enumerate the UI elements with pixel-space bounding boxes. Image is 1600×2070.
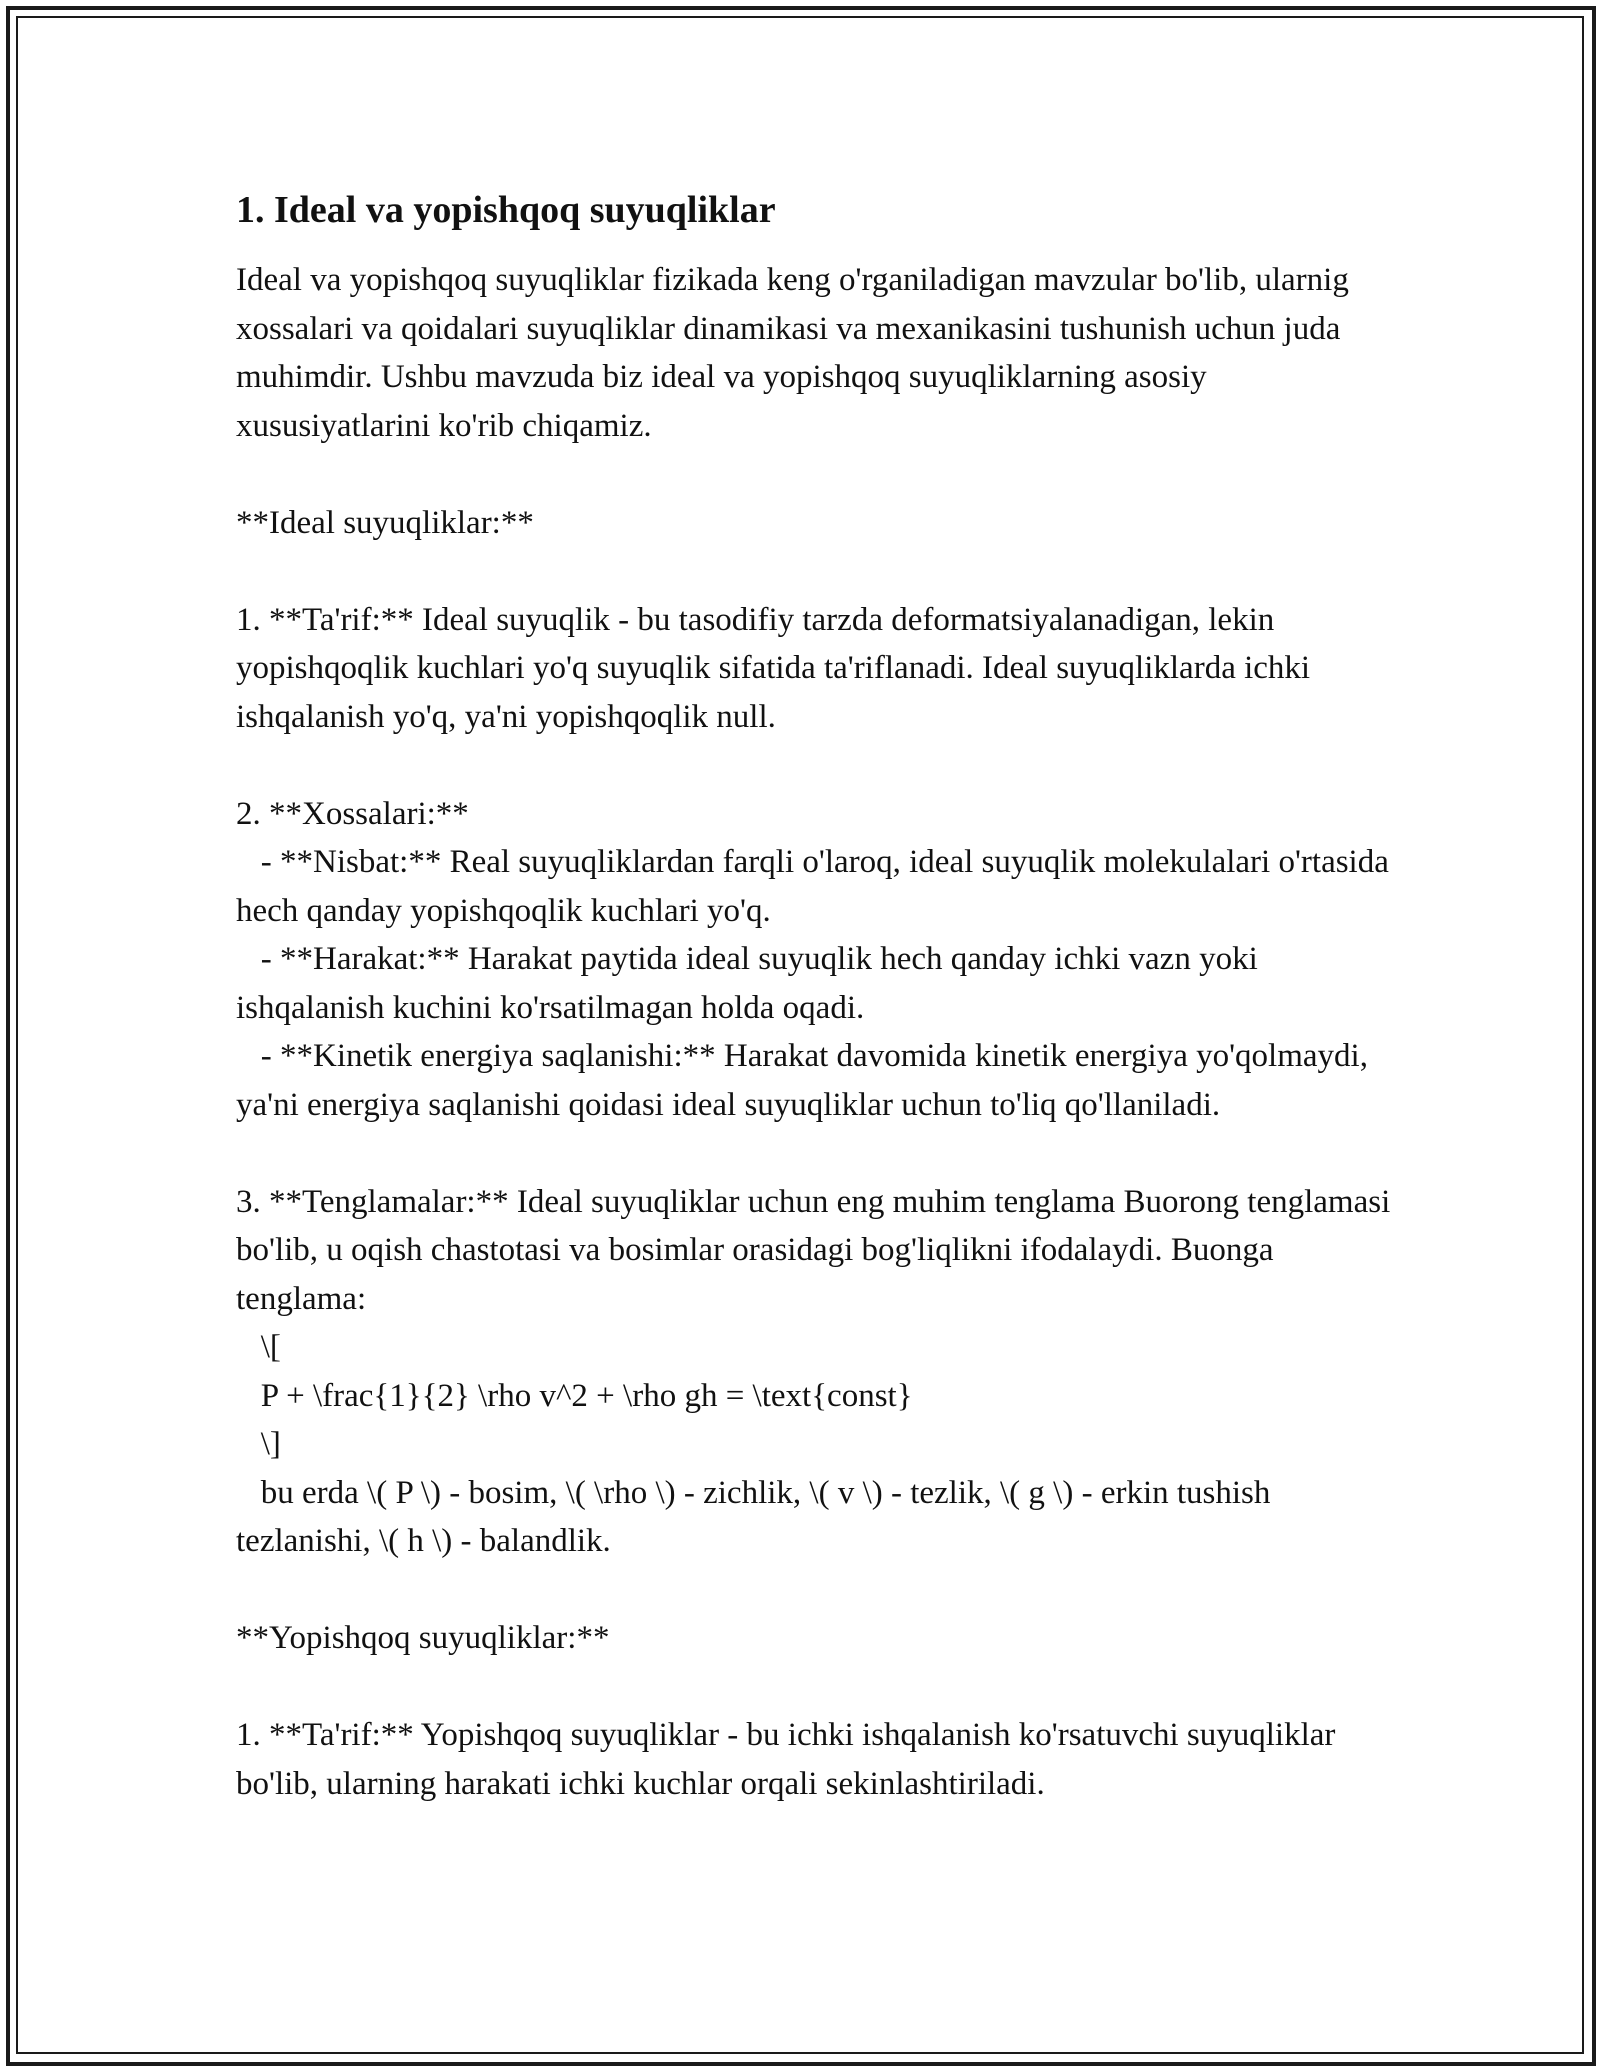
spacer [236, 547, 1396, 596]
equation-close: \] [236, 1426, 281, 1462]
ideal-section-heading: **Ideal suyuqliklar:** [236, 504, 534, 541]
equation-body: P + \frac{1}{2} \rho v^2 + \rho gh = \text{const} [236, 1377, 913, 1414]
ideal-definition: 1. **Ta'rif:** Ideal suyuqlik - bu tasodifiy tarzda deformatsiyalanadigan, lekin yopishqoqlik kuchlari yo'q suyuqlik sifatida ta'riflanadi. Ideal suyuqliklarda ichki ishqalanish yo'q, ya'ni yopishqoqlik null. [236, 601, 1319, 735]
equations-intro: 3. **Tenglamalar:** Ideal suyuqliklar uchun eng muhim tenglama Buorong tenglamasi bo'lib, u oqish chastotasi va bosimlar orasidagi bog'liqlikni ifodalaydi. Buonga tenglama: [236, 1183, 1399, 1317]
viscous-definition: 1. **Ta'rif:** Yopishqoq suyuqliklar - bu ichki ishqalanish ko'rsatuvchi suyuqliklar bo'lib, ularning harakati ichki kuchlar orqali sekinlashtiriladi. [236, 1717, 1344, 1802]
viscous-section-heading: **Yopishqoq suyuqliklar:** [236, 1620, 610, 1656]
spacer [236, 741, 1396, 790]
spacer [236, 1566, 1396, 1615]
property-item: - **Harakat:** Harakat paytida ideal suyuqlik hech qanday ichki vazn yoki ishqalanish kuchini ko'rsatilmagan holda oqadi. [236, 941, 1266, 1026]
property-item: - **Nisbat:** Real suyuqliklardan farqli o'laroq, ideal suyuqlik molekulalari o'rtasida hech qanday yopishqoqlik kuchlari yo'q. [236, 844, 1398, 929]
document-body [236, 186, 1399, 1808]
spacer [236, 1663, 1396, 1712]
spacer [236, 1129, 1396, 1178]
document-heading: 1. Ideal va yopishqoq suyuqliklar [236, 189, 776, 231]
intro-paragraph: Ideal va yopishqoq suyuqliklar fizikada keng o'rganiladigan mavzular bo'lib, ularnig xossalari va qoidalari suyuqliklar dinamikasi va mexanikasini tushunish uchun juda muhimdir. Ushbu mavzuda biz ideal va yopishqoq suyuqliklarning asosiy xususiyatlarini ko'rib chiqamiz. [236, 262, 1358, 444]
spacer [236, 450, 1396, 499]
properties-heading: 2. **Xossalari:** [236, 795, 469, 832]
equation-explanation: bu erda \( P \) - bosim, \( \rho \) - zichlik, \( v \) - tezlik, \( g \) - erkin tushish tezlanishi, \( h \) - balandlik. [236, 1474, 1279, 1559]
equation-open: \[ [236, 1329, 281, 1365]
property-item: - **Kinetik energiya saqlanishi:** Harakat davomida kinetik energiya yo'qolmaydi, ya'ni energiya saqlanishi qoidasi ideal suyuqliklar uchun to'liq qo'llaniladi. [236, 1038, 1377, 1123]
